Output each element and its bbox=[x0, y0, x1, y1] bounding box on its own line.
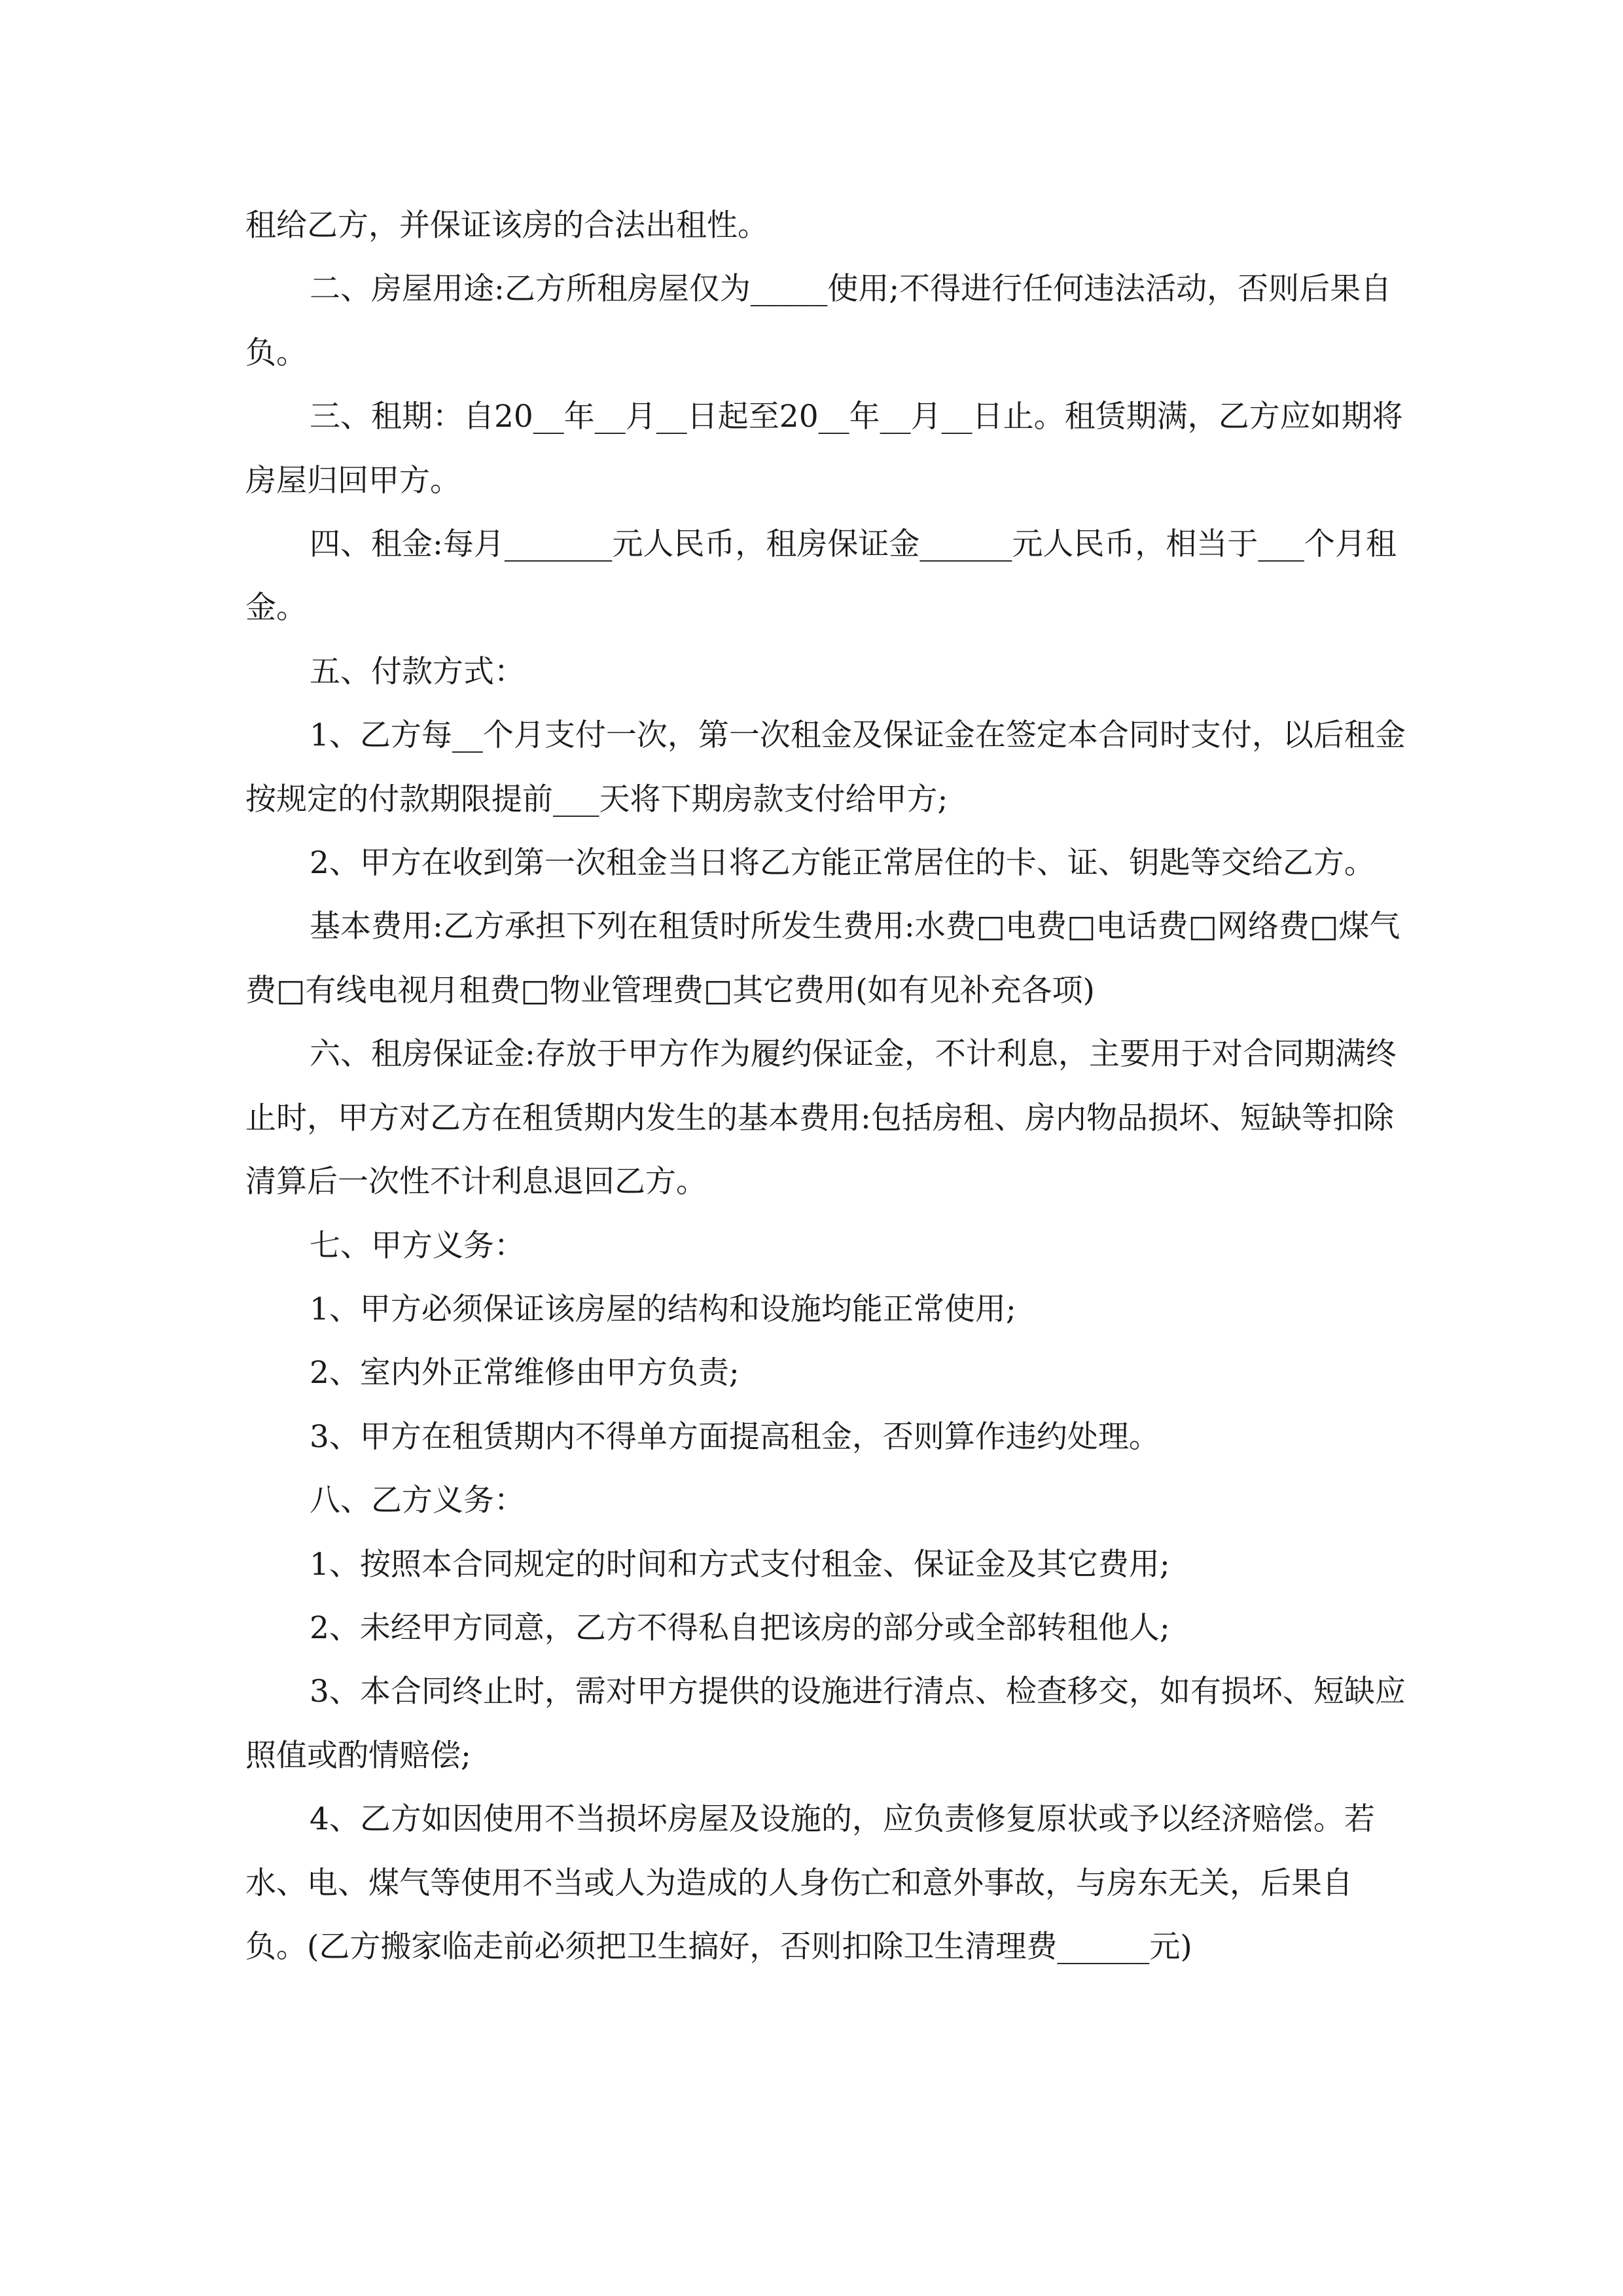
paragraph-payment-1: 1、乙方每__个月支付一次，第一次租金及保证金在签定本合同时支付，以后租金按规定的付款期限提前___天将下期房款支付给甲方; bbox=[245, 717, 1406, 817]
paragraph-lease-intro: 租给乙方，并保证该房的合法出租性。 bbox=[245, 207, 768, 243]
paragraph-landlord-duty-3: 3、甲方在租赁期内不得单方面提高租金，否则算作违约处理。 bbox=[310, 1418, 1160, 1455]
paragraph-landlord-duty-1: 1、甲方必须保证该房屋的结构和设施均能正常使用; bbox=[310, 1291, 1016, 1327]
paragraph-tenant-duty-1: 1、按照本合同规定的时间和方式支付租金、保证金及其它费用; bbox=[310, 1546, 1170, 1583]
contract-body bbox=[245, 194, 1410, 1979]
section-heading-payment: 五、付款方式： bbox=[310, 653, 525, 690]
paragraph-basic-fees: 基本费用:乙方承担下列在租赁时所发生费用:水费□电费□电话费□网络费□煤气费□有线电视月租费□物业管理费□其它费用(如有见补充各项) bbox=[245, 908, 1400, 1009]
paragraph-lease-term: 三、租期：自20__年__月__日起至20__年__月__日止。租赁期满，乙方应如期将房屋归回甲方。 bbox=[245, 399, 1403, 499]
paragraph-rent: 四、租金:每月_______元人民币，租房保证金______元人民币，相当于___个月租金。 bbox=[245, 526, 1397, 626]
section-heading-landlord-duties: 七、甲方义务： bbox=[310, 1227, 525, 1264]
paragraph-tenant-duty-3: 3、本合同终止时，需对甲方提供的设施进行清点、检查移交，如有损坏、短缺应照值或酌情赔偿; bbox=[245, 1674, 1406, 1774]
paragraph-payment-2: 2、甲方在收到第一次租金当日将乙方能正常居住的卡、证、钥匙等交给乙方。 bbox=[310, 845, 1375, 882]
paragraph-deposit: 六、租房保证金:存放于甲方作为履约保证金，不计利息，主要用于对合同期满终止时，甲方对乙方在租赁期内发生的基本费用:包括房租、房内物品损坏、短缺等扣除清算后一次性不计利息退回乙方。 bbox=[245, 1036, 1397, 1200]
paragraph-tenant-duty-2: 2、未经甲方同意，乙方不得私自把该房的部分或全部转租他人; bbox=[310, 1609, 1170, 1646]
paragraph-landlord-duty-2: 2、室内外正常维修由甲方负责; bbox=[310, 1355, 740, 1391]
paragraph-tenant-duty-4: 4、乙方如因使用不当损坏房屋及设施的，应负责修复原状或予以经济赔偿。若水、电、煤气等使用不当或人为造成的人身伤亡和意外事故，与房东无关，后果自负。(乙方搬家临走前必须把卫生搞好，否则扣除卫生清理费______元) bbox=[245, 1801, 1375, 1965]
paragraph-house-usage: 二、房屋用途:乙方所租房屋仅为_____使用;不得进行任何违法活动，否则后果自负。 bbox=[245, 271, 1392, 371]
section-heading-tenant-duties: 八、乙方义务： bbox=[310, 1482, 525, 1519]
